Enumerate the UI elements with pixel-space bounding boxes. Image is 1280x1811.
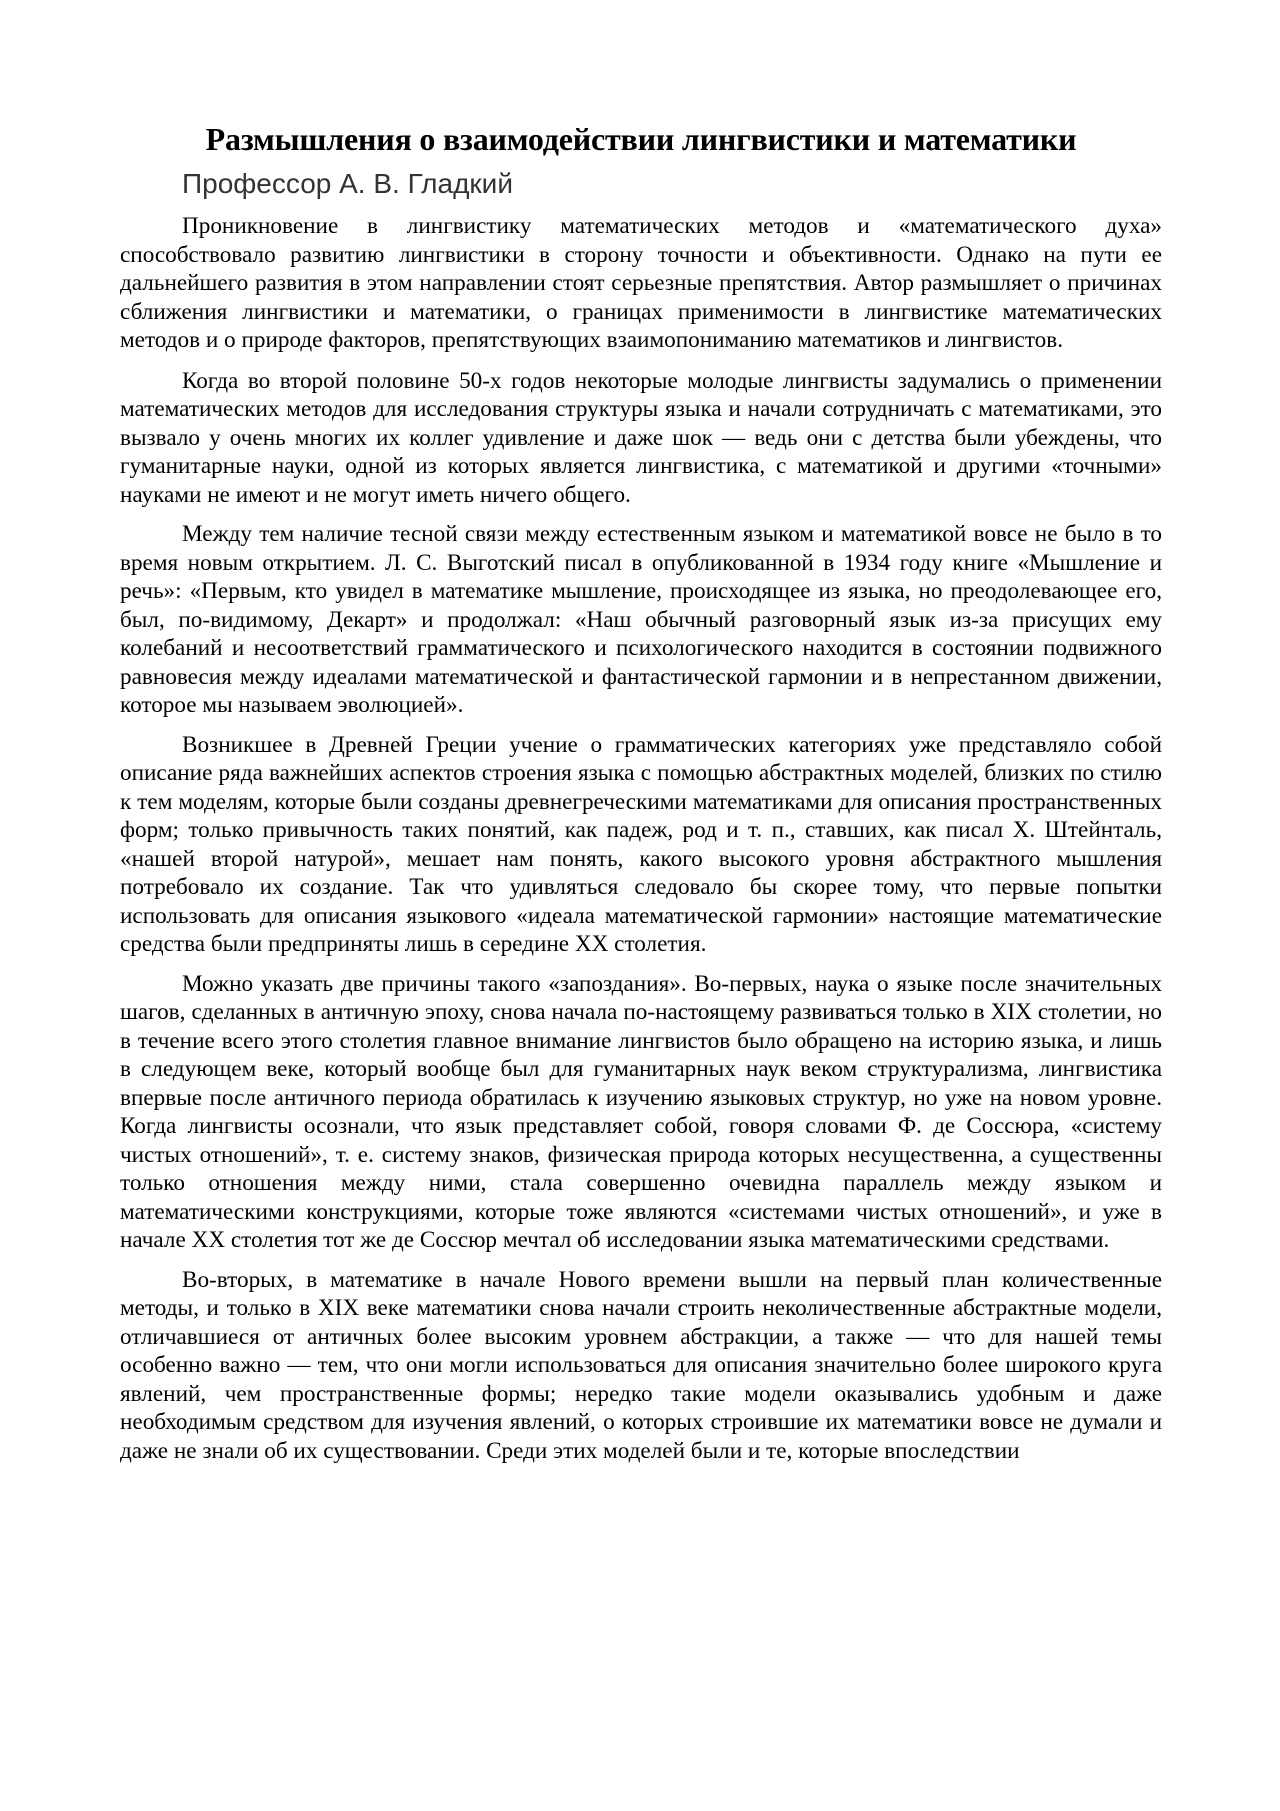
abstract-paragraph: Проникновение в лингвистику математических методов и «математического духа» способствовало развитию лингвистики в сторону точности и объективности. Однако на пути ее дальнейшего развития в этом направлении стоят серьезные препятствия. Автор размышляет о причинах сближения лингвистики и математики, о границах применимости в лингвистике математических методов и о природе факторов, препятствующих взаимопониманию математиков и лингвистов. (120, 213, 1162, 353)
article-title: Размышления о взаимодействии лингвистики и математики (205, 121, 1077, 157)
body-paragraph-1: Когда во второй половине 50-х годов некоторые молодые лингвисты задумались о применении математических методов для исследования структуры языка и начали сотрудничать с математиками, это вызвало у очень многих их коллег удивление и даже шок — ведь они с детства были убеждены, что гуманитарные науки, одной из которых является лингвистика, с математикой и другими «точными» науками не имеют и не могут иметь ничего общего. (120, 367, 1162, 508)
body-paragraph-2: Между тем наличие тесной связи между естественным языком и математикой вовсе не было в то время новым открытием. Л. С. Выготский писал в опубликованной в 1934 году книге «Мышление и речь»: «Первым, кто увидел в математике мышление, происходящее из языка, но преодолевающее его, был, по-видимому, Декарт» и продолжал: «Наш обычный разговорный язык из-за присущих ему колебаний и несоответствий грамматического и психологического находится в состоянии подвижного равновесия между идеалами математической и фантастической гармонии и в непрестанном движении, которое мы называем эволюцией». (120, 521, 1162, 718)
body-paragraph-5: Во-вторых, в математике в начале Нового времени вышли на первый план количественные методы, и только в XIX веке математики снова начали строить неколичественные абстрактные модели, отличавшиеся от античных более высоким уровнем абстракции, а также — что для нашей темы особенно важно — тем, что они могли использоваться для описания значительно более широкого круга явлений, чем пространственные формы; нередко такие модели оказывались удобным и даже необходимым средством для изучения явлений, о которых строившие их математики вовсе не думали и даже не знали об их существовании. Среди этих моделей были и те, которые впоследствии (120, 1266, 1162, 1464)
body-paragraph-3: Возникшее в Древней Греции учение о грамматических категориях уже представляло собой описание ряда важнейших аспектов строения языка с помощью абстрактных моделей, близких по стилю к тем моделям, которые были созданы древнегреческими математиками для описания пространственных форм; только привычность таких понятий, как падеж, род и т. п., ставших, как писал Х. Штейнталь, «нашей второй натурой», мешает нам понять, какого высокого уровня абстрактного мышления потребовало их создание. Так что удивляться следовало бы скорее тому, что первые попытки использовать для описания языкового «идеала математической гармонии» настоящие математические средства были предприняты лишь в середине XX столетия. (120, 731, 1162, 957)
body-paragraph-4: Можно указать две причины такого «запоздания». Во-первых, наука о языке после значительных шагов, сделанных в античную эпоху, снова начала по-настоящему развиваться только в XIX столетии, но в течение всего этого столетия главное внимание лингвистов было обращено на историю языка, и лишь в следующем веке, который вообще был для гуманитарных наук веком структурализма, лингвистика впервые после античного периода обратилась к изучению языковых структур, но уже на новом уровне. Когда лингвисты осознали, что язык представляет собой, говоря словами Ф. де Соссюра, «систему чистых отношений», т. е. систему знаков, физическая природа которых несущественна, а существенны только отношения между ними, стала совершенно очевидна параллель между языком и математическими конструкциями, которые тоже являются «системами чистых отношений», и уже в начале XX столетия тот же де Соссюр мечтал об исследовании языка математическими средствами. (120, 970, 1162, 1253)
article-author: Профессор А. В. Гладкий (182, 168, 513, 199)
